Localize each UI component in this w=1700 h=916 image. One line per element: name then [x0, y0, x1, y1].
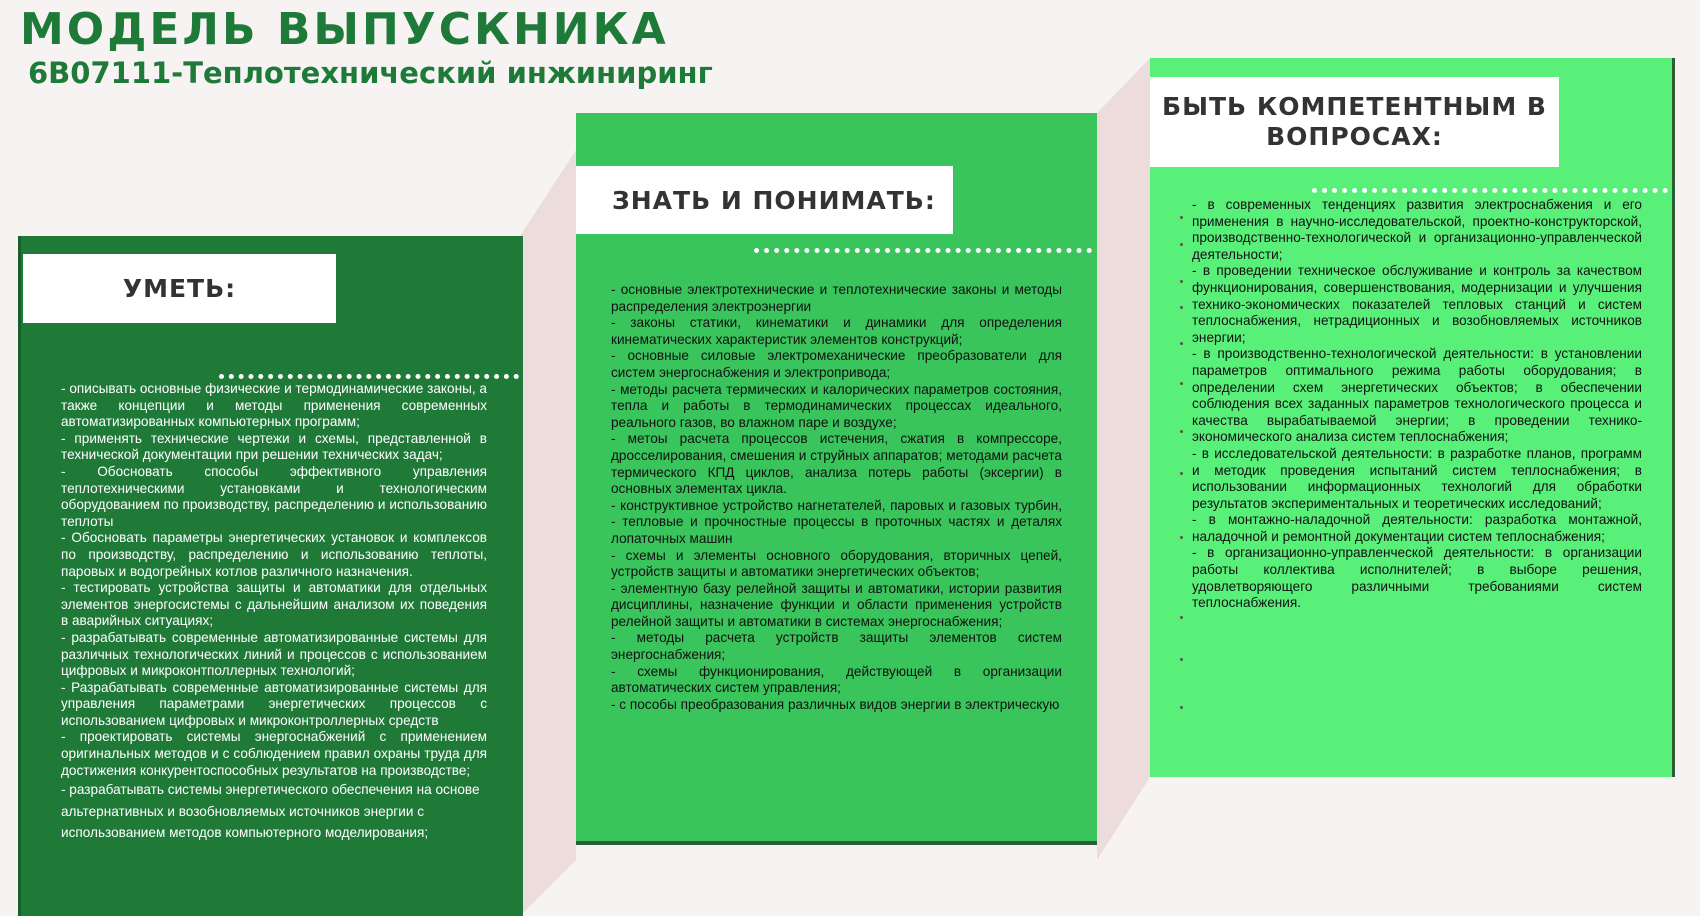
bullet-icon [1180, 536, 1183, 539]
list-item: - Разрабатывать современные автоматизированные системы для управления параметрами энергетических процессов с использованием цифровых и микроконтроллерных средств [61, 679, 487, 728]
panel-heading-knowledge: ЗНАТЬ И ПОНИМАТЬ: [576, 166, 953, 234]
bullet-icon [1180, 430, 1183, 433]
list-item: - разрабатывать системы энергетического обеспечения на основе альтернативных и возобновляемых источников энергии с использованием методов компьютерного моделирования; [61, 782, 480, 841]
panel-heading-competence: БЫТЬ КОМПЕТЕНТНЫМ В ВОПРОСАХ: [1150, 77, 1559, 167]
list-item: - элементную базу релейной защиты и автоматики, истории развития дисциплины, назначение функции и области применения устройств релейной защиты и автоматики в системах энергоснабжения; [611, 580, 1062, 629]
dotted-divider [1312, 188, 1668, 193]
list-item: - конструктивное устройство нагнетателей, паровых и газовых турбин, - тепловые и прочностные процессы в проточных частях и деталях лопаточных машин [611, 497, 1062, 546]
bullet-icon [1180, 342, 1183, 345]
list-item: - тестировать устройства защиты и автоматики для отдельных элементов энергосистемы с дальнейшим анализом их поведения в аварийных ситуациях; [61, 580, 487, 629]
list-item: - в исследовательской деятельности: в разработке планов, программ и методик проведения испытаний систем теплоснабжения; в использовании информационных технологий для обработки результатов экспериментальных и теоретических исследований; [1192, 445, 1642, 511]
knowledge-list [611, 282, 1062, 713]
list-item: - с пособы преобразования различных видов энергии в электрическую [611, 696, 1060, 712]
connector-left [520, 150, 576, 916]
skills-list [61, 381, 487, 844]
bullet-icon [1180, 280, 1183, 283]
list-item: - проектировать системы энергоснабжений с применением оригинальных методов и с соблюдением правил охраны труда для достижения конкурентоспособных результатов на производстве; [61, 729, 487, 778]
panel-knowledge [576, 113, 1097, 845]
dotted-divider [754, 248, 1092, 253]
list-item: - в современных тенденциях развития электроснабжения и его применения в научно-исследовательской, проектно-конструкторской, производственно-технологической и организационно-управленческой деятельности; [1192, 197, 1642, 262]
program-subtitle: 6В07111-Теплотехнический инжиниринг [28, 56, 713, 90]
bullet-icon [1180, 306, 1183, 309]
bullet-icon [1180, 616, 1183, 619]
connector-right [1097, 58, 1150, 860]
list-item: - в производственно-технологической деятельности: в установлении параметров оптимального режима работы оборудования; в определении схем энергетических объектов; в обеспечении соблюдения всех заданных параметров технологического процесса и качества вырабатываемой энергии; в проведении технико-экономического анализа систем теплоснабжения; [1192, 346, 1642, 445]
list-item: - в монтажно-наладочной деятельности: разработка монтажной, наладочной и ремонтной документации систем теплоснабжения; [1192, 512, 1642, 544]
list-item: - основные электротехнические и теплотехнические законы и методы распределения электроэнергии [611, 282, 1062, 314]
list-item: - методы расчета термических и калорических параметров состояния, тепла и работы в термодинамических процессах идеального, реального газов, во влажном паре и воздухе; [611, 381, 1062, 430]
list-item: - схемы и элементы основного оборудования, вторичных цепей, устройств защиты и автоматики энергетических объектов; [611, 547, 1062, 580]
list-item: - разрабатывать современные автоматизированные системы для различных технологических линий и процессов с использованием цифровых и микроконтполлерных технологий; [61, 629, 487, 679]
panel-skills [18, 236, 523, 916]
list-item: - схемы функционирования, действующей в организации автоматических систем управления; [611, 663, 1062, 696]
panel-competence [1150, 58, 1675, 777]
list-item: - законы статики, кинематики и динамики для определения кинематических характеристик элементов конструкций; [611, 315, 1062, 347]
page-title: МОДЕЛЬ ВЫПУСКНИКА [20, 4, 669, 55]
bullet-markers [1180, 58, 1188, 777]
bullet-icon [1180, 243, 1183, 246]
bullet-icon [1180, 658, 1183, 661]
competence-list [1192, 197, 1642, 612]
bullet-icon [1180, 472, 1183, 475]
bullet-icon [1180, 706, 1183, 709]
list-item: - Обосновать способы эффективного управления теплотехническими установками и технологическим оборудованием по производству, распределению и использованию теплоты [61, 463, 487, 529]
bullet-icon [1180, 216, 1183, 219]
list-item: - Обосновать параметры энергетических установок и комплексов по производству, распределению и использованию теплоты, паровых и водогрейных котлов различного назначения. [61, 530, 487, 579]
bullet-icon [1180, 382, 1183, 385]
dotted-divider [219, 374, 519, 379]
list-item: - в проведении техническое обслуживание и контроль за качеством функционирования, совершенствования, модернизации и улучшения технико-экономических показателей тепловых станций и систем теплоснабжения, нетрадиционных и возобновляемых источников энергии; [1192, 263, 1642, 345]
list-item: - методы расчета устройств защиты элементов систем энергоснабжения; [611, 630, 1062, 663]
list-item: - описывать основные физические и термодинамические законы, а также концепции и методы применения современных автоматизированных компьютерных программ; [61, 381, 487, 430]
list-item: - применять технические чертежи и схемы, представленной в технической документации при решении технических задач; [61, 430, 487, 463]
list-item: - в организационно-управленческой деятельности: в организации работы коллектива исполнителей; в выборе решения, удовлетворяющего различными требованиями систем теплоснабжения. [1192, 545, 1642, 611]
list-item: - основные силовые электромеханические преобразователи для систем энергоснабжения и электропривода; [611, 348, 1062, 380]
list-item: - метоы расчета процессов истечения, сжатия в компрессоре, дросселирования, смешения и струйных аппаратов; методами расчета термического КПД циклов, анализа потерь работы (эксергии) в основных элементах цикла. [611, 431, 1062, 497]
panel-heading-skills: УМЕТЬ: [23, 254, 336, 323]
